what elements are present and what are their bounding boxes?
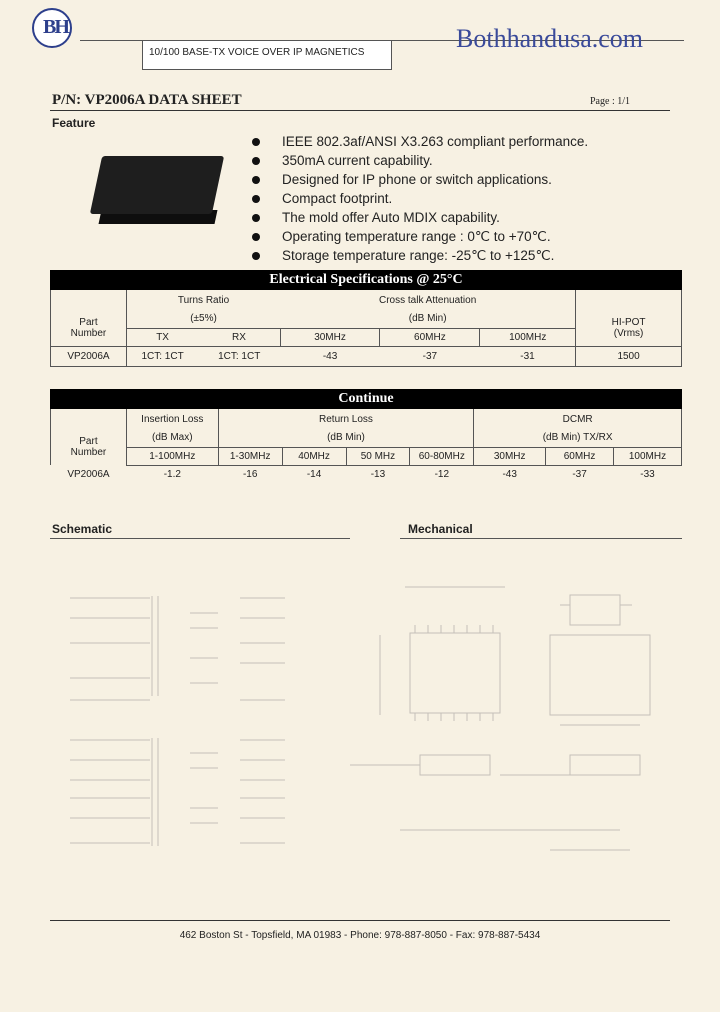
rx-cell: 1CT: 1CT [198,346,280,366]
number-label: Number [51,328,127,346]
freq-header: 50 MHz [346,447,410,465]
freq-header: 1-100MHz [126,447,218,465]
turns-ratio-label: Turns Ratio [177,294,230,306]
return-loss-label: Return Loss [319,413,373,425]
number-label: Number [51,447,127,465]
product-image [90,156,224,214]
part-number-cell: VP2006A [67,468,110,480]
value-cell: -33 [640,468,655,480]
dcmr-label: DCMR [474,409,682,429]
feature-heading: Feature [52,116,96,130]
mechanical-underline [400,538,682,539]
value-cell: -1.2 [163,468,181,480]
schematic-diagram [60,588,320,858]
value-cell: -14 [306,468,322,480]
hipot-unit: (Vrms) [576,328,682,346]
value-cell: -43 [502,468,517,480]
part-label: Part [51,290,127,328]
mechanical-drawing [320,575,680,865]
part-label: Part [51,409,127,447]
company-logo: BH [32,8,72,48]
c30-cell: -43 [280,346,380,366]
freq-header: 40MHz [282,447,346,465]
tx-header: TX [126,328,198,346]
c60-cell: -37 [380,346,480,366]
value-cell: -12 [434,468,450,480]
elec-spec-band: Electrical Specifications @ 25°C [50,270,682,290]
freq-30-header: 30MHz [280,328,380,346]
hipot-label: HI-POT [576,290,682,328]
continue-table [50,409,682,483]
dcmr-unit: (dB Min) TX/RX [474,429,682,447]
schematic-heading: Schematic [52,522,113,536]
freq-100-header: 100MHz [480,328,576,346]
freq-header: 1-30MHz [218,447,282,465]
freq-header: 60MHz [546,447,614,465]
hipot-cell: 1500 [576,346,682,366]
title-rule [50,110,670,111]
c100-cell: -31 [480,346,576,366]
freq-60-header: 60MHz [380,328,480,346]
crosstalk-unit: (dB Min) [408,313,447,325]
value-cell: -16 [242,468,258,480]
page-title: P/N: VP2006A DATA SHEET [52,92,242,108]
brand-name: Bothhandusa.com [456,24,644,53]
return-loss-unit: (dB Min) [327,432,365,444]
freq-header: 100MHz [614,447,682,465]
footer-address: 462 Boston St - Topsfield, MA 01983 - Phone: 978-887-8050 - Fax: 978-887-5434 [179,930,541,941]
freq-header: 30MHz [474,447,546,465]
turns-ratio-tol: (±5%) [190,313,217,325]
crosstalk-label: Cross talk Attenuation [378,294,477,306]
insertion-loss-unit: (dB Max) [126,429,218,447]
value-cell: -37 [572,468,587,480]
freq-header: 60-80MHz [410,447,474,465]
elec-spec-table [50,290,682,367]
rx-header: RX [198,328,280,346]
schematic-underline [50,538,350,539]
page-number: Page : 1/1 [590,96,630,107]
value-cell: -13 [370,468,386,480]
mechanical-heading: Mechanical [408,522,473,536]
insertion-loss-label: Insertion Loss [126,409,218,429]
tx-cell: 1CT: 1CT [126,346,198,366]
product-subtitle: 10/100 BASE-TX VOICE OVER IP MAGNETICS [142,40,392,70]
continue-band: Continue [50,389,682,409]
footer-rule [50,920,670,921]
part-number-cell: VP2006A [51,346,127,366]
